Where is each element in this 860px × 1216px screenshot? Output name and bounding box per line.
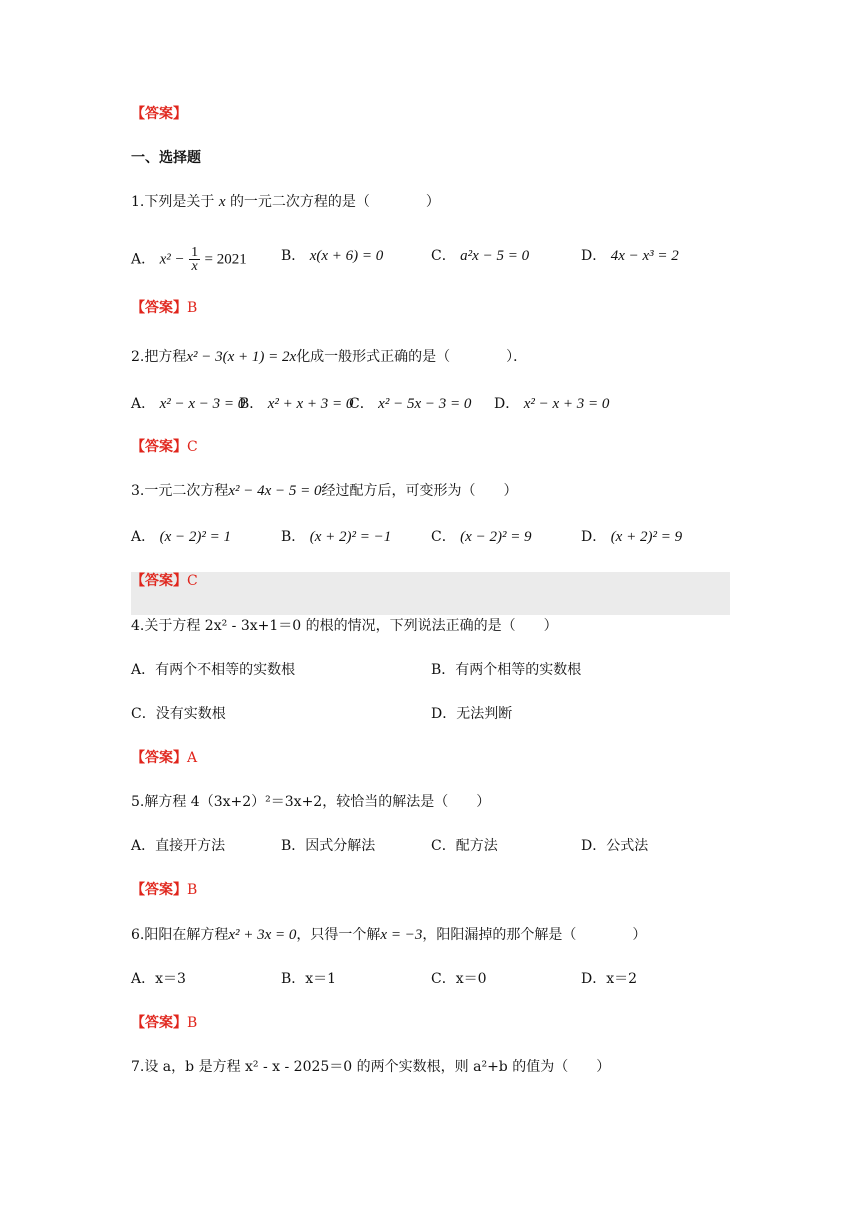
question-5-stem: 5.解方程 4（3x+2）²＝3x+2，较恰当的解法是（ ） — [131, 794, 491, 810]
question-4-stem: 4.关于方程 2x² - 3x+1＝0 的根的情况，下列说法正确的是（ ） — [131, 618, 558, 634]
question-1-stem: 1.下列是关于 x 的一元二次方程的是（ ） — [131, 194, 440, 210]
q3-option-c: C． (x − 2)² = 9 — [431, 529, 532, 545]
q6-option-a: A．x＝3 — [131, 971, 186, 987]
q4-option-c: C．没有实数根 — [131, 706, 226, 722]
q4-option-b: B．有两个相等的实数根 — [431, 662, 582, 678]
q1-option-d: D． 4x − x³ = 2 — [581, 248, 679, 264]
section-title: 一、选择题 — [131, 150, 201, 166]
q6-answer: 【答案】B — [131, 1015, 198, 1031]
highlight-band — [131, 572, 730, 615]
q2-option-b: B． x² + x + 3 = 0 — [239, 396, 354, 412]
question-6-stem: 6.阳阳在解方程x² + 3x = 0，只得一个解x = −3，阳阳漏掉的那个解是（ ） — [131, 927, 647, 943]
q4-answer: 【答案】A — [131, 750, 198, 766]
q1-option-c: C． a²x − 5 = 0 — [431, 248, 530, 264]
q5-option-b: B．因式分解法 — [281, 838, 376, 854]
q2-option-a: A． x² − x − 3 = 0 — [131, 396, 246, 412]
q6-option-c: C．x＝0 — [431, 971, 487, 987]
q5-option-c: C．配方法 — [431, 838, 498, 854]
q2-answer: 【答案】C — [131, 439, 198, 455]
q5-answer: 【答案】B — [131, 882, 198, 898]
answer-label-top: 【答案】 — [131, 106, 187, 122]
q1-answer: 【答案】B — [131, 300, 198, 316]
q2-option-d: D． x² − x + 3 = 0 — [494, 396, 610, 412]
q3-option-d: D． (x + 2)² = 9 — [581, 529, 683, 545]
fraction: $\frac{1}{x}$ — [191, 245, 199, 274]
q3-answer: 【答案】C — [131, 573, 198, 589]
question-2-stem: 2.把方程x² − 3(x + 1) = 2x化成一般形式正确的是（ ）． — [131, 349, 528, 365]
question-7-stem: 7.设 a，b 是方程 x² - x - 2025＝0 的两个实数根，则 a²+b 的值为（ ） — [131, 1059, 611, 1075]
q6-option-b: B．x＝1 — [281, 971, 337, 987]
q6-option-d: D．x＝2 — [581, 971, 638, 987]
q4-option-d: D．无法判断 — [431, 706, 513, 722]
q3-option-a: A． (x − 2)² = 1 — [131, 529, 231, 545]
q5-option-d: D．公式法 — [581, 838, 649, 854]
q5-option-a: A．直接开方法 — [131, 838, 226, 854]
q3-option-b: B． (x + 2)² = −1 — [281, 529, 392, 545]
question-3-stem: 3.一元二次方程x² − 4x − 5 = 0经过配方后，可变形为（ ） — [131, 483, 518, 499]
q1-option-a: A． x² − $\frac{1}{x}$ = 2021 — [131, 245, 247, 274]
q4-option-a: A．有两个不相等的实数根 — [131, 662, 296, 678]
q1-option-b: B． x(x + 6) = 0 — [281, 248, 384, 264]
q2-option-c: C． x² − 5x − 3 = 0 — [349, 396, 472, 412]
